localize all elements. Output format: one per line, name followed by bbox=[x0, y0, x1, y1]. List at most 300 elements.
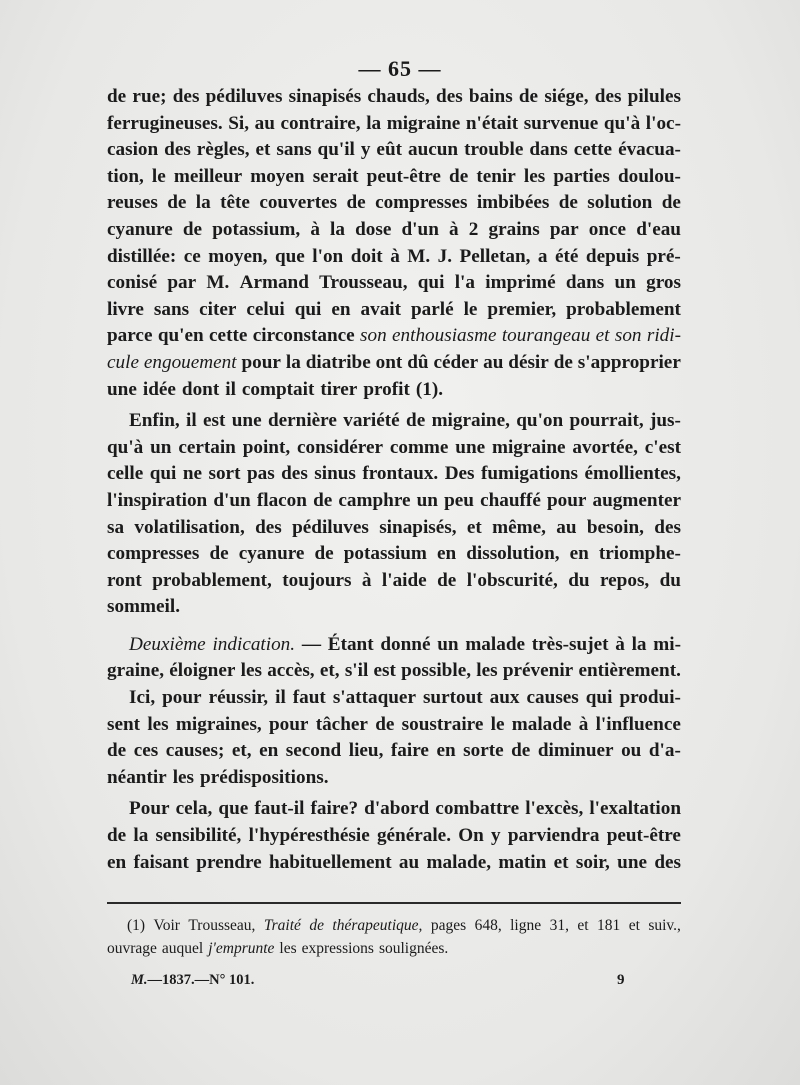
word: de bbox=[518, 86, 539, 107]
word: l'influence bbox=[595, 713, 681, 735]
word: les bbox=[240, 660, 262, 682]
word: besoin, bbox=[586, 516, 644, 538]
word: l'a bbox=[454, 272, 475, 294]
word: avortée, bbox=[572, 436, 638, 458]
word: 2 bbox=[468, 218, 479, 240]
word: dose bbox=[355, 218, 392, 240]
word: une bbox=[455, 436, 486, 458]
word: des bbox=[281, 463, 308, 485]
word: tête bbox=[220, 192, 250, 214]
footnote-word: 648, bbox=[474, 917, 502, 934]
word: tion, bbox=[107, 165, 144, 187]
word: camphre bbox=[338, 489, 411, 511]
word: citer bbox=[199, 298, 237, 320]
word: pédiluves bbox=[205, 86, 283, 107]
text-line bbox=[107, 488, 681, 515]
word: On bbox=[458, 825, 484, 847]
text-line bbox=[107, 823, 681, 850]
text-line bbox=[107, 796, 681, 823]
word: à bbox=[578, 713, 589, 735]
word: idée bbox=[142, 378, 176, 400]
word: son bbox=[360, 325, 387, 347]
word: pilules bbox=[627, 86, 681, 107]
word: son bbox=[614, 325, 642, 347]
word: point, bbox=[242, 436, 291, 458]
text-line bbox=[107, 738, 681, 765]
footnote-word: thérapeutique, bbox=[332, 917, 423, 934]
footnote-rule bbox=[107, 902, 681, 904]
word: sommeil. bbox=[107, 596, 181, 618]
word: grains bbox=[488, 218, 540, 240]
word: cyanure bbox=[238, 543, 305, 565]
word: prévenir bbox=[502, 660, 574, 682]
word: bains bbox=[468, 86, 513, 107]
word: de bbox=[661, 192, 681, 214]
word: règles, bbox=[196, 139, 250, 161]
word: qu'on bbox=[516, 410, 564, 432]
word: en bbox=[107, 851, 127, 873]
word: frontaux. bbox=[362, 463, 439, 485]
word: et bbox=[255, 139, 271, 161]
word: Enfin, bbox=[129, 410, 180, 432]
word: générale. bbox=[376, 825, 451, 847]
word: causes bbox=[526, 687, 579, 709]
word: la bbox=[133, 825, 149, 847]
word: qu'à bbox=[107, 436, 144, 458]
word: pas bbox=[246, 463, 275, 485]
word: surtout bbox=[422, 687, 483, 709]
word: néantir bbox=[107, 766, 167, 788]
word: Pour bbox=[129, 798, 170, 820]
word: un bbox=[437, 633, 459, 655]
footnote-word: j'emprunte bbox=[208, 940, 275, 957]
word: désir bbox=[508, 351, 549, 373]
word: le bbox=[490, 713, 505, 735]
word: les bbox=[523, 165, 546, 187]
word: livre bbox=[107, 298, 144, 320]
word: Deuxième bbox=[129, 633, 206, 655]
word: dans bbox=[529, 139, 568, 161]
word: ou bbox=[621, 740, 642, 762]
word: donné bbox=[380, 633, 431, 655]
text-line bbox=[107, 377, 681, 404]
word: meilleur bbox=[173, 165, 243, 187]
word: considérer bbox=[297, 436, 383, 458]
word: dont bbox=[181, 378, 220, 400]
word: au bbox=[483, 351, 504, 373]
word: malade bbox=[465, 633, 526, 655]
word: sensibilité, bbox=[155, 825, 242, 847]
text-line bbox=[107, 765, 681, 792]
word: de bbox=[449, 165, 469, 187]
word: du bbox=[568, 569, 590, 591]
word: par bbox=[549, 218, 579, 240]
word: — bbox=[301, 633, 322, 655]
word: Trousseau, bbox=[319, 272, 408, 294]
word: indication. bbox=[212, 633, 296, 655]
word: fumigations bbox=[481, 463, 579, 485]
word: il bbox=[225, 378, 236, 400]
word: once bbox=[588, 218, 627, 240]
word: (1). bbox=[415, 378, 444, 400]
word: un bbox=[614, 272, 636, 294]
word: au bbox=[398, 851, 420, 873]
word: la bbox=[285, 351, 301, 373]
word: la bbox=[330, 218, 345, 240]
word: émollientes, bbox=[584, 463, 681, 485]
word: pour bbox=[162, 687, 202, 709]
word: sans bbox=[153, 298, 190, 320]
word: en bbox=[331, 298, 351, 320]
word: à bbox=[390, 245, 400, 267]
page-number: — 65 — bbox=[358, 56, 442, 81]
text-line bbox=[107, 350, 681, 377]
word: Pelletan, bbox=[459, 245, 531, 267]
word: survenue bbox=[523, 112, 599, 134]
word: l'hypéresthésie bbox=[248, 825, 370, 847]
word: trouble bbox=[464, 139, 524, 161]
word: conisé bbox=[107, 272, 158, 294]
word: été bbox=[554, 245, 579, 267]
word: en bbox=[436, 740, 456, 762]
word: un bbox=[416, 489, 438, 511]
word: qui bbox=[149, 463, 177, 485]
text-line bbox=[107, 541, 681, 568]
word: de bbox=[107, 740, 127, 762]
word: sinapisés bbox=[288, 86, 362, 107]
word: d'abord bbox=[364, 798, 430, 820]
word: compresses bbox=[375, 192, 468, 214]
word: à bbox=[310, 218, 320, 240]
word: n'était bbox=[465, 112, 519, 134]
word: de bbox=[553, 351, 573, 373]
word: entièrement. bbox=[578, 660, 681, 682]
word: couvertes bbox=[259, 192, 338, 214]
word: tourangeau bbox=[501, 325, 591, 347]
word: au bbox=[556, 516, 577, 538]
word: premier, bbox=[487, 298, 557, 320]
text-line bbox=[107, 323, 681, 350]
word: Armand bbox=[239, 272, 309, 294]
word: dissolution, bbox=[466, 543, 560, 565]
footnote-word: et bbox=[577, 917, 589, 934]
word: de bbox=[182, 218, 203, 240]
word: faut-il bbox=[254, 798, 305, 820]
word: siége, bbox=[544, 86, 589, 107]
word: compresses bbox=[107, 543, 200, 565]
word: migraine bbox=[386, 112, 461, 134]
word: y bbox=[491, 825, 501, 847]
text-line bbox=[107, 685, 681, 712]
word: peut-être bbox=[606, 825, 681, 847]
word: lieu, bbox=[348, 740, 384, 762]
signature-issue: —1837.—N° 101. bbox=[147, 972, 255, 988]
word: faut bbox=[292, 687, 326, 709]
footnote-word: Voir bbox=[153, 917, 180, 934]
word: l'oc- bbox=[645, 112, 681, 134]
word: l'obscurité, bbox=[466, 569, 558, 591]
word: comme bbox=[389, 436, 449, 458]
word: qui bbox=[417, 272, 445, 294]
word: graine, bbox=[107, 660, 165, 682]
word: des bbox=[594, 86, 622, 107]
word: enthousiasme bbox=[392, 325, 497, 347]
word: à bbox=[361, 569, 372, 591]
word: de bbox=[375, 713, 395, 735]
word: casion bbox=[107, 139, 159, 161]
word: cyanure bbox=[107, 218, 173, 240]
word: second bbox=[285, 740, 342, 762]
word: faire bbox=[390, 740, 429, 762]
word: l'inspiration bbox=[107, 489, 208, 511]
word: prendre bbox=[196, 851, 262, 873]
word: sort bbox=[208, 463, 241, 485]
word: soir, bbox=[575, 851, 610, 873]
word: l'aide bbox=[381, 569, 427, 591]
footnote-word: ligne bbox=[510, 917, 542, 934]
footnote-word: suiv., bbox=[648, 917, 681, 934]
word: et, bbox=[319, 660, 340, 682]
word: sinus bbox=[314, 463, 356, 485]
word: probablement bbox=[566, 298, 681, 320]
word: des bbox=[172, 86, 200, 107]
text-line bbox=[107, 111, 681, 138]
word: moyen bbox=[250, 165, 305, 187]
word: doit bbox=[350, 245, 383, 267]
word: causes; bbox=[165, 740, 225, 762]
word: gros bbox=[646, 272, 681, 294]
word: J. bbox=[437, 245, 453, 267]
word: certain bbox=[178, 436, 236, 458]
word: s'approprier bbox=[577, 351, 681, 373]
word: tâcher bbox=[315, 713, 368, 735]
word: probablement, bbox=[152, 569, 272, 591]
word: prédispositions. bbox=[200, 766, 329, 788]
word: est bbox=[373, 660, 396, 682]
word: même, bbox=[492, 516, 546, 538]
word: sans bbox=[276, 139, 312, 161]
word: de bbox=[209, 543, 229, 565]
word: les bbox=[476, 660, 498, 682]
word: d'eau bbox=[636, 218, 681, 240]
word: faire? bbox=[310, 798, 359, 820]
printer-signature bbox=[131, 972, 254, 989]
word: y bbox=[360, 139, 371, 161]
word: évacua- bbox=[618, 139, 681, 161]
word: potassium bbox=[343, 543, 427, 565]
word: possible, bbox=[401, 660, 472, 682]
word: pré- bbox=[646, 245, 681, 267]
text-line bbox=[107, 270, 681, 297]
word: depuis bbox=[585, 245, 640, 267]
word: en bbox=[259, 740, 279, 762]
word: de bbox=[346, 192, 366, 214]
word: tirer bbox=[320, 378, 358, 400]
word: des bbox=[436, 86, 463, 107]
word: rue; bbox=[132, 86, 167, 107]
word: M. bbox=[206, 272, 230, 294]
word: du bbox=[659, 569, 681, 591]
word: avait bbox=[360, 298, 402, 320]
word: ces bbox=[133, 740, 159, 762]
word: ferrugineuses. bbox=[107, 112, 223, 134]
word: distillée: bbox=[107, 245, 177, 267]
word: sorte bbox=[463, 740, 504, 762]
word: il bbox=[275, 687, 286, 709]
word: engouement bbox=[143, 351, 237, 373]
word: les bbox=[147, 713, 169, 735]
word: matin bbox=[498, 851, 547, 873]
footnote-word: 31, bbox=[549, 917, 569, 934]
word: aucun bbox=[407, 139, 459, 161]
text-line bbox=[107, 461, 681, 488]
word: pour bbox=[546, 489, 587, 511]
word: malade bbox=[511, 713, 572, 735]
word: parties bbox=[553, 165, 610, 187]
word: tenir bbox=[476, 165, 516, 187]
word: et bbox=[553, 851, 569, 873]
word: chauffé bbox=[480, 489, 541, 511]
word: serait bbox=[312, 165, 359, 187]
word: ont bbox=[375, 351, 403, 373]
word: il bbox=[186, 410, 197, 432]
word: Ici, bbox=[129, 687, 156, 709]
word: des bbox=[164, 139, 191, 161]
word: que bbox=[218, 798, 249, 820]
word: d'un bbox=[401, 218, 439, 240]
text-line bbox=[107, 594, 681, 621]
word: cette bbox=[209, 325, 248, 347]
word: peut-être bbox=[366, 165, 441, 187]
word: de bbox=[314, 543, 334, 565]
word: Étant bbox=[327, 633, 374, 655]
word: flacon bbox=[256, 489, 307, 511]
text-line bbox=[107, 217, 681, 244]
word: de bbox=[406, 410, 426, 432]
word: eût bbox=[376, 139, 402, 161]
word: par bbox=[167, 272, 197, 294]
word: migraine, bbox=[431, 410, 510, 432]
text-line bbox=[107, 408, 681, 435]
word: potassium, bbox=[212, 218, 301, 240]
word: ne bbox=[182, 463, 203, 485]
footnote-word: Traité bbox=[263, 917, 301, 934]
word: contraire, bbox=[280, 112, 361, 134]
word: migraine bbox=[491, 436, 566, 458]
word: M. bbox=[407, 245, 431, 267]
footnote-word: et bbox=[628, 917, 640, 934]
word: comptait bbox=[241, 378, 315, 400]
word: celle bbox=[107, 463, 144, 485]
word: éloigner bbox=[169, 660, 236, 682]
text-line bbox=[107, 850, 681, 877]
word: s'attaquer bbox=[332, 687, 416, 709]
word: de bbox=[511, 740, 531, 762]
word: qu'en bbox=[157, 325, 204, 347]
word: celui bbox=[246, 298, 285, 320]
text-line bbox=[107, 515, 681, 542]
footnote-word: ouvrage bbox=[107, 940, 157, 957]
word: augmenter bbox=[592, 489, 681, 511]
word: la bbox=[366, 112, 382, 134]
word: c'est bbox=[644, 436, 681, 458]
word: ront bbox=[107, 569, 142, 591]
word: en bbox=[569, 543, 589, 565]
text-line bbox=[107, 712, 681, 739]
text-line bbox=[107, 297, 681, 324]
word: un bbox=[150, 436, 172, 458]
word: dernière bbox=[267, 410, 337, 432]
word: volatilisation, bbox=[134, 516, 245, 538]
word: au bbox=[254, 112, 275, 134]
word: réussir, bbox=[208, 687, 269, 709]
word: de bbox=[437, 569, 457, 591]
text-line bbox=[107, 244, 681, 271]
word: très-sujet bbox=[531, 633, 609, 655]
word: l'excès, bbox=[525, 798, 584, 820]
word: toujours bbox=[282, 569, 352, 591]
text-line bbox=[107, 435, 681, 462]
word: jus- bbox=[649, 410, 681, 432]
word: dû bbox=[407, 351, 429, 373]
text-line bbox=[107, 568, 681, 595]
paragraph-gap bbox=[107, 621, 681, 632]
word: Si, bbox=[228, 112, 250, 134]
word: et bbox=[595, 325, 610, 347]
word: de bbox=[107, 86, 127, 107]
word: s'il bbox=[344, 660, 369, 682]
word: malade, bbox=[426, 851, 492, 873]
word: pourrait, bbox=[569, 410, 644, 432]
word: à bbox=[615, 633, 625, 655]
word: doulou- bbox=[617, 165, 681, 187]
word: reuses bbox=[107, 192, 158, 214]
word: combattre bbox=[435, 798, 520, 820]
word: cette bbox=[573, 139, 613, 161]
word: céder bbox=[433, 351, 479, 373]
footnote-word: (1) bbox=[127, 917, 146, 934]
word: diatribe bbox=[305, 351, 371, 373]
word: de bbox=[558, 192, 578, 214]
word: une bbox=[107, 378, 137, 400]
word: variété bbox=[343, 410, 400, 432]
word: imbibées bbox=[476, 192, 550, 214]
word: le bbox=[463, 298, 478, 320]
word: parlé bbox=[410, 298, 454, 320]
word: des bbox=[654, 851, 681, 873]
word: de bbox=[167, 192, 187, 214]
word: une bbox=[231, 410, 262, 432]
word: sinapisés, bbox=[379, 516, 457, 538]
word: accès, bbox=[267, 660, 315, 682]
word: parce bbox=[107, 325, 153, 347]
word: des bbox=[654, 516, 681, 538]
footnote-word: auquel bbox=[161, 940, 204, 957]
word: l'exaltation bbox=[589, 798, 681, 820]
word: les bbox=[172, 766, 195, 788]
word: imprimé bbox=[485, 272, 556, 294]
word: à bbox=[449, 218, 459, 240]
text-line bbox=[107, 190, 681, 217]
word: et, bbox=[231, 740, 252, 762]
word: pour bbox=[268, 713, 309, 735]
word: de bbox=[107, 825, 127, 847]
word: est bbox=[203, 410, 226, 432]
word: pédiluves bbox=[292, 516, 369, 538]
word: qu'à bbox=[603, 112, 641, 134]
text-line bbox=[107, 658, 681, 685]
word: pour bbox=[241, 351, 281, 373]
